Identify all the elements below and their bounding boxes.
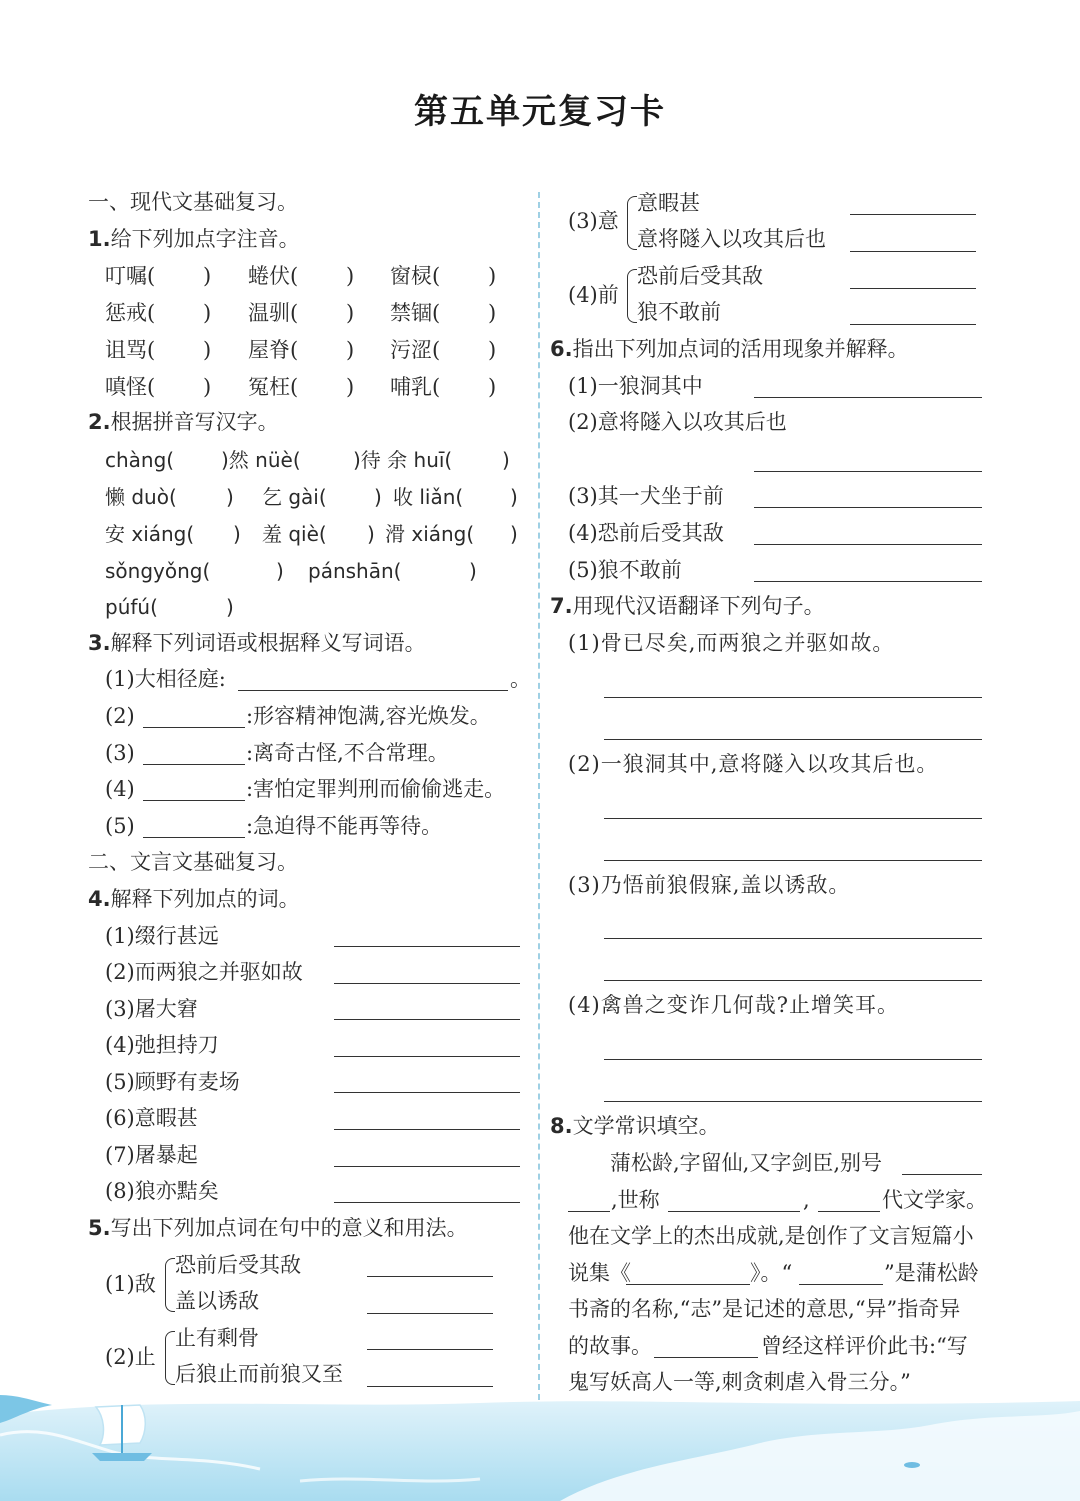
- answer-blank[interactable]: [334, 1092, 520, 1093]
- q4-item: (5)顾野有麦场: [105, 1070, 240, 1094]
- answer-blank[interactable]: [604, 739, 982, 740]
- answer-blank[interactable]: [754, 507, 982, 508]
- section-heading-classical: 二、文言文基础复习。: [88, 850, 298, 874]
- q2-pinyin: )然 nüè(: [221, 448, 301, 472]
- q2-pinyin: ): [233, 522, 241, 546]
- q1-paren: ): [203, 375, 212, 399]
- q1-paren: ): [203, 301, 212, 325]
- q2-pinyin: ): [226, 485, 234, 509]
- answer-blank[interactable]: [143, 727, 245, 728]
- q1-paren: ): [203, 264, 212, 288]
- q1-paren: ): [346, 338, 355, 362]
- q4-item: (1)缀行甚远: [105, 924, 219, 948]
- q5-sentence: 意暇甚: [637, 191, 700, 215]
- q6-item: (1)一狼洞其中: [568, 374, 703, 398]
- q5-sentence: 恐前后受其敌: [637, 264, 763, 288]
- q8-text: 代文学家。: [882, 1188, 987, 1212]
- q3-tail: :形容精神饱满,容光焕发。: [246, 704, 491, 728]
- q2-pinyin: ): [510, 485, 518, 509]
- q3-label: (3): [105, 741, 135, 765]
- answer-blank[interactable]: [754, 397, 982, 398]
- q3-tail: :离奇古怪,不合常理。: [246, 741, 449, 765]
- q4-item: (7)屠暴起: [105, 1143, 198, 1167]
- fish-icon: [904, 1462, 920, 1468]
- q1-word: 污涩(: [390, 338, 441, 362]
- q5-label: (2)止: [105, 1345, 156, 1369]
- answer-blank[interactable]: [143, 837, 245, 838]
- q4-item: (2)而两狼之并驱如故: [105, 960, 303, 984]
- q8-text: ”是蒲松龄: [884, 1261, 979, 1285]
- q2-pinyin: ): [510, 522, 518, 546]
- answer-blank[interactable]: [604, 818, 982, 819]
- answer-blank[interactable]: [818, 1211, 880, 1212]
- q8-text: 鬼写妖高人一等,刺贪刺虐入骨三分。”: [568, 1370, 911, 1394]
- q8-text: 蒲松龄,字留仙,又字剑臣,别号: [610, 1151, 883, 1175]
- q1-paren: ): [488, 301, 497, 325]
- q2-pinyin: ): [469, 559, 477, 583]
- q1-word: 冤枉(: [248, 375, 299, 399]
- brace-icon: [165, 1331, 175, 1385]
- answer-blank[interactable]: [604, 938, 982, 939]
- q1-paren: ): [488, 375, 497, 399]
- q4-item: (6)意暇甚: [105, 1106, 198, 1130]
- answer-blank[interactable]: [850, 251, 976, 252]
- q2-pinyin: ): [374, 485, 382, 509]
- q1-word: 诅骂(: [105, 338, 156, 362]
- answer-blank[interactable]: [367, 1349, 493, 1350]
- q2-pinyin: 懒 duò(: [105, 485, 177, 509]
- brace-icon: [627, 269, 637, 323]
- answer-blank[interactable]: [568, 1211, 610, 1212]
- question-3-title: 3.解释下列词语或根据释义写词语。: [88, 631, 426, 655]
- q2-pinyin: 收 liǎn(: [393, 485, 464, 509]
- q2-pinyin: ): [502, 448, 510, 472]
- question-7-title: 7.用现代汉语翻译下列句子。: [550, 594, 825, 618]
- q5-sentence: 意将隧入以攻其后也: [637, 227, 826, 251]
- q2-pinyin: 羞 qiè(: [262, 522, 327, 546]
- answer-blank[interactable]: [604, 1101, 982, 1102]
- q6-item: (3)其一犬坐于前: [568, 484, 724, 508]
- answer-blank[interactable]: [626, 1284, 750, 1285]
- q2-pinyin: 安 xiáng(: [105, 522, 195, 546]
- answer-blank[interactable]: [143, 764, 245, 765]
- answer-blank[interactable]: [654, 1357, 758, 1358]
- answer-blank[interactable]: [334, 1166, 520, 1167]
- answer-blank[interactable]: [850, 324, 976, 325]
- brace-icon: [165, 1258, 175, 1312]
- q1-paren: ): [203, 338, 212, 362]
- q4-item: (8)狼亦黠矣: [105, 1179, 219, 1203]
- q6-item: (2)意将隧入以攻其后也: [568, 410, 787, 434]
- q5-sentence: 狼不敢前: [637, 300, 721, 324]
- answer-blank[interactable]: [367, 1276, 493, 1277]
- q5-label: (4)前: [568, 283, 619, 307]
- q2-pinyin: ): [276, 559, 284, 583]
- answer-blank[interactable]: [143, 800, 245, 801]
- answer-blank[interactable]: [367, 1313, 493, 1314]
- q1-word: 惩戒(: [105, 301, 156, 325]
- question-5-title: 5.写出下列加点词在句中的意义和用法。: [88, 1216, 468, 1240]
- section-heading-modern: 一、现代文基础复习。: [88, 190, 298, 214]
- q1-paren: ): [488, 264, 497, 288]
- q7-sentence: (1)骨已尽矣,而两狼之并驱如故。: [568, 631, 895, 655]
- q8-text: 书斋的名称,“志”是记述的意思,“异”指奇异: [568, 1297, 961, 1321]
- question-2-title: 2.根据拼音写汉字。: [88, 410, 279, 434]
- question-4-title: 4.解释下列加点的词。: [88, 887, 300, 911]
- answer-blank[interactable]: [604, 1059, 982, 1060]
- q1-word: 窗棂(: [390, 264, 441, 288]
- q1-paren: ): [488, 338, 497, 362]
- q1-word: 温驯(: [248, 301, 299, 325]
- q7-sentence: (4)禽兽之变诈几何哉?止增笑耳。: [568, 993, 900, 1017]
- answer-blank[interactable]: [604, 697, 982, 698]
- q8-text: 说集《: [568, 1261, 631, 1285]
- q5-sentence: 恐前后受其敌: [175, 1253, 301, 1277]
- q2-pinyin: ): [367, 522, 375, 546]
- q2-pinyin: púfú(: [105, 595, 158, 619]
- q1-word: 禁锢(: [390, 301, 441, 325]
- answer-blank[interactable]: [902, 1174, 982, 1175]
- answer-blank[interactable]: [850, 288, 976, 289]
- q4-item: (4)弛担持刀: [105, 1033, 219, 1057]
- answer-blank[interactable]: [334, 1202, 520, 1203]
- q8-text: 他在文学上的杰出成就,是创作了文言短篇小: [568, 1224, 974, 1248]
- answer-blank[interactable]: [334, 1056, 520, 1057]
- q2-pinyin: 滑 xiáng(: [385, 522, 475, 546]
- q1-word: 蜷伏(: [248, 264, 299, 288]
- answer-blank[interactable]: [850, 214, 976, 215]
- q2-pinyin: pánshān(: [308, 559, 402, 583]
- answer-blank[interactable]: [754, 471, 982, 472]
- q8-text: ,: [803, 1188, 810, 1212]
- answer-blank[interactable]: [799, 1284, 883, 1285]
- q8-text: 》。“: [750, 1261, 793, 1285]
- question-1-title: 1.给下列加点字注音。: [88, 227, 300, 251]
- q5-sentence: 后狼止而前狼又至: [175, 1362, 343, 1386]
- answer-blank[interactable]: [754, 581, 982, 582]
- q3-label: (1)大相径庭:: [105, 667, 226, 691]
- answer-blank[interactable]: [367, 1386, 493, 1387]
- q3-tail: :急迫得不能再等待。: [246, 814, 443, 838]
- q7-sentence: (2)一狼洞其中,意将隧入以攻其后也。: [568, 752, 939, 776]
- q2-pinyin: sǒngyǒng(: [105, 559, 211, 583]
- answer-blank[interactable]: [334, 946, 520, 947]
- question-8-title: 8.文学常识填空。: [550, 1114, 720, 1138]
- q6-item: (4)恐前后受其敌: [568, 521, 724, 545]
- answer-blank[interactable]: [334, 983, 520, 984]
- q3-tail: :害怕定罪判刑而偷偷逃走。: [246, 777, 506, 801]
- q2-pinyin: ): [226, 595, 234, 619]
- page-title: 第五单元复习卡: [414, 92, 666, 132]
- sea-decoration: [0, 1395, 1080, 1501]
- q3-label: (5): [105, 814, 135, 838]
- q1-word: 屋脊(: [248, 338, 299, 362]
- q5-sentence: 盖以诱敌: [175, 1289, 259, 1313]
- answer-blank[interactable]: [668, 1211, 800, 1212]
- q1-word: 哺乳(: [390, 375, 441, 399]
- question-6-title: 6.指出下列加点词的活用现象并解释。: [550, 337, 909, 361]
- q8-text: 的故事。: [568, 1334, 652, 1358]
- q1-paren: ): [346, 264, 355, 288]
- brace-icon: [627, 196, 637, 250]
- q5-sentence: 止有剩骨: [175, 1326, 259, 1350]
- answer-blank[interactable]: [238, 690, 508, 691]
- q3-label: (4): [105, 777, 135, 801]
- q7-sentence: (3)乃悟前狼假寐,盖以诱敌。: [568, 873, 851, 897]
- q1-word: 嗔怪(: [105, 375, 156, 399]
- answer-blank[interactable]: [334, 1129, 520, 1130]
- q6-item: (5)狼不敢前: [568, 558, 682, 582]
- q1-paren: ): [346, 375, 355, 399]
- q8-text: ,世称: [611, 1188, 660, 1212]
- q8-text: 曾经这样评价此书:“写: [761, 1334, 968, 1358]
- q2-pinyin: 乞 gài(: [262, 485, 327, 509]
- answer-blank[interactable]: [334, 1019, 520, 1020]
- answer-blank[interactable]: [754, 544, 982, 545]
- q5-label: (3)意: [568, 209, 619, 233]
- q3-label: (2): [105, 704, 135, 728]
- q4-item: (3)屠大窘: [105, 997, 198, 1021]
- q2-pinyin: chàng(: [105, 448, 175, 472]
- q1-word: 叮嘱(: [105, 264, 156, 288]
- q5-label: (1)敌: [105, 1272, 156, 1296]
- answer-blank[interactable]: [604, 980, 982, 981]
- q3-tail: 。: [510, 667, 531, 691]
- answer-blank[interactable]: [604, 860, 982, 861]
- q2-pinyin: )待 余 huī(: [353, 448, 453, 472]
- q1-paren: ): [346, 301, 355, 325]
- column-divider: [538, 192, 540, 1400]
